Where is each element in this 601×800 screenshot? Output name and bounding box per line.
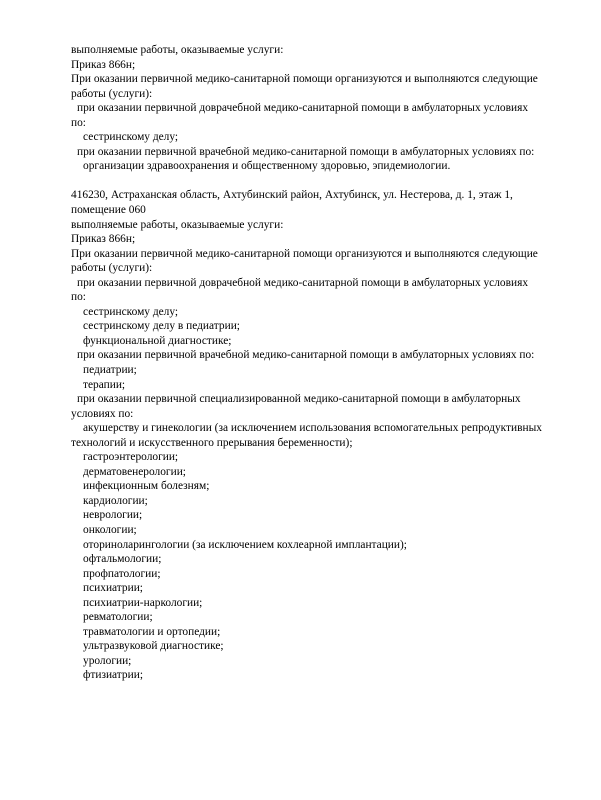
text-line: инфекционным болезням;: [83, 480, 210, 493]
text-line: Приказ 866н;: [71, 233, 136, 246]
text-line: организации здравоохранения и общественному здоровью, эпидемиологии.: [83, 160, 451, 173]
text-line: При оказании первичной медико-санитарной помощи организуются и выполняются следующие: [71, 73, 538, 86]
text-line: условиях по:: [71, 407, 134, 420]
text-line: акушерству и гинекологии (за исключением использования вспомогательных репродуктивных: [83, 422, 542, 435]
text-line: ревматологии;: [83, 611, 153, 624]
text-line: онкологии;: [83, 524, 137, 536]
text-line: работы (услуги):: [71, 87, 153, 100]
text-line: педиатрии;: [83, 363, 137, 376]
text-line: при оказании первичной врачебной медико-санитарной помощи в амбулаторных условиях по:: [77, 145, 535, 158]
text-line: гастроэнтерологии;: [83, 451, 179, 464]
license-block-1: [71, 43, 571, 174]
text-line: сестринскому делу в педиатрии;: [83, 320, 240, 333]
text-line: ультразвуковой диагностике;: [83, 640, 224, 653]
text-line: терапии;: [83, 378, 126, 391]
text-line: кардиологии;: [83, 494, 148, 507]
text-line: помещение 060: [71, 203, 146, 216]
text-line: профпатологии;: [83, 567, 161, 580]
text-line: технологий и искусственного прерывания беременности);: [71, 436, 353, 449]
text-line: психиатрии;: [83, 582, 143, 595]
text-line: 416230, Астраханская область, Ахтубинский район, Ахтубинск, ул. Нестерова, д. 1, этаж 1,: [71, 189, 513, 202]
text-line: оториноларингологии (за исключением кохлеарной имплантации);: [83, 538, 407, 551]
text-line: по:: [71, 116, 86, 129]
text-line: При оказании первичной медико-санитарной помощи организуются и выполняются следующие: [71, 247, 538, 260]
text-line: сестринскому делу;: [83, 305, 179, 318]
document-page: [71, 43, 571, 683]
text-line: Приказ 866н;: [71, 58, 136, 71]
text-line: офтальмологии;: [83, 553, 162, 566]
text-line: фтизиатрии;: [83, 669, 143, 682]
text-line: по:: [71, 291, 86, 304]
text-line: травматологии и ортопедии;: [83, 625, 221, 638]
text-line: при оказании первичной врачебной медико-санитарной помощи в амбулаторных условиях по:: [77, 349, 535, 362]
text-line: психиатрии-наркологии;: [83, 596, 203, 609]
text-line: урологии;: [83, 654, 132, 667]
text-line: функциональной диагностике;: [83, 334, 232, 347]
text-line: работы (услуги):: [71, 262, 153, 275]
block-spacer: [71, 174, 571, 189]
text-line: неврологии;: [83, 509, 143, 522]
text-line: при оказании первичной доврачебной медико-санитарной помощи в амбулаторных условиях: [77, 276, 529, 289]
text-line: при оказании первичной доврачебной медико-санитарной помощи в амбулаторных условиях: [77, 102, 529, 115]
license-block-2: [71, 188, 571, 683]
text-line: дерматовенерологии;: [83, 465, 186, 478]
text-line: при оказании первичной специализированной медико-санитарной помощи в амбулаторных: [77, 393, 521, 406]
text-line: выполняемые работы, оказываемые услуги:: [71, 218, 284, 231]
text-line: выполняемые работы, оказываемые услуги:: [71, 44, 284, 56]
text-line: сестринскому делу;: [83, 131, 179, 144]
